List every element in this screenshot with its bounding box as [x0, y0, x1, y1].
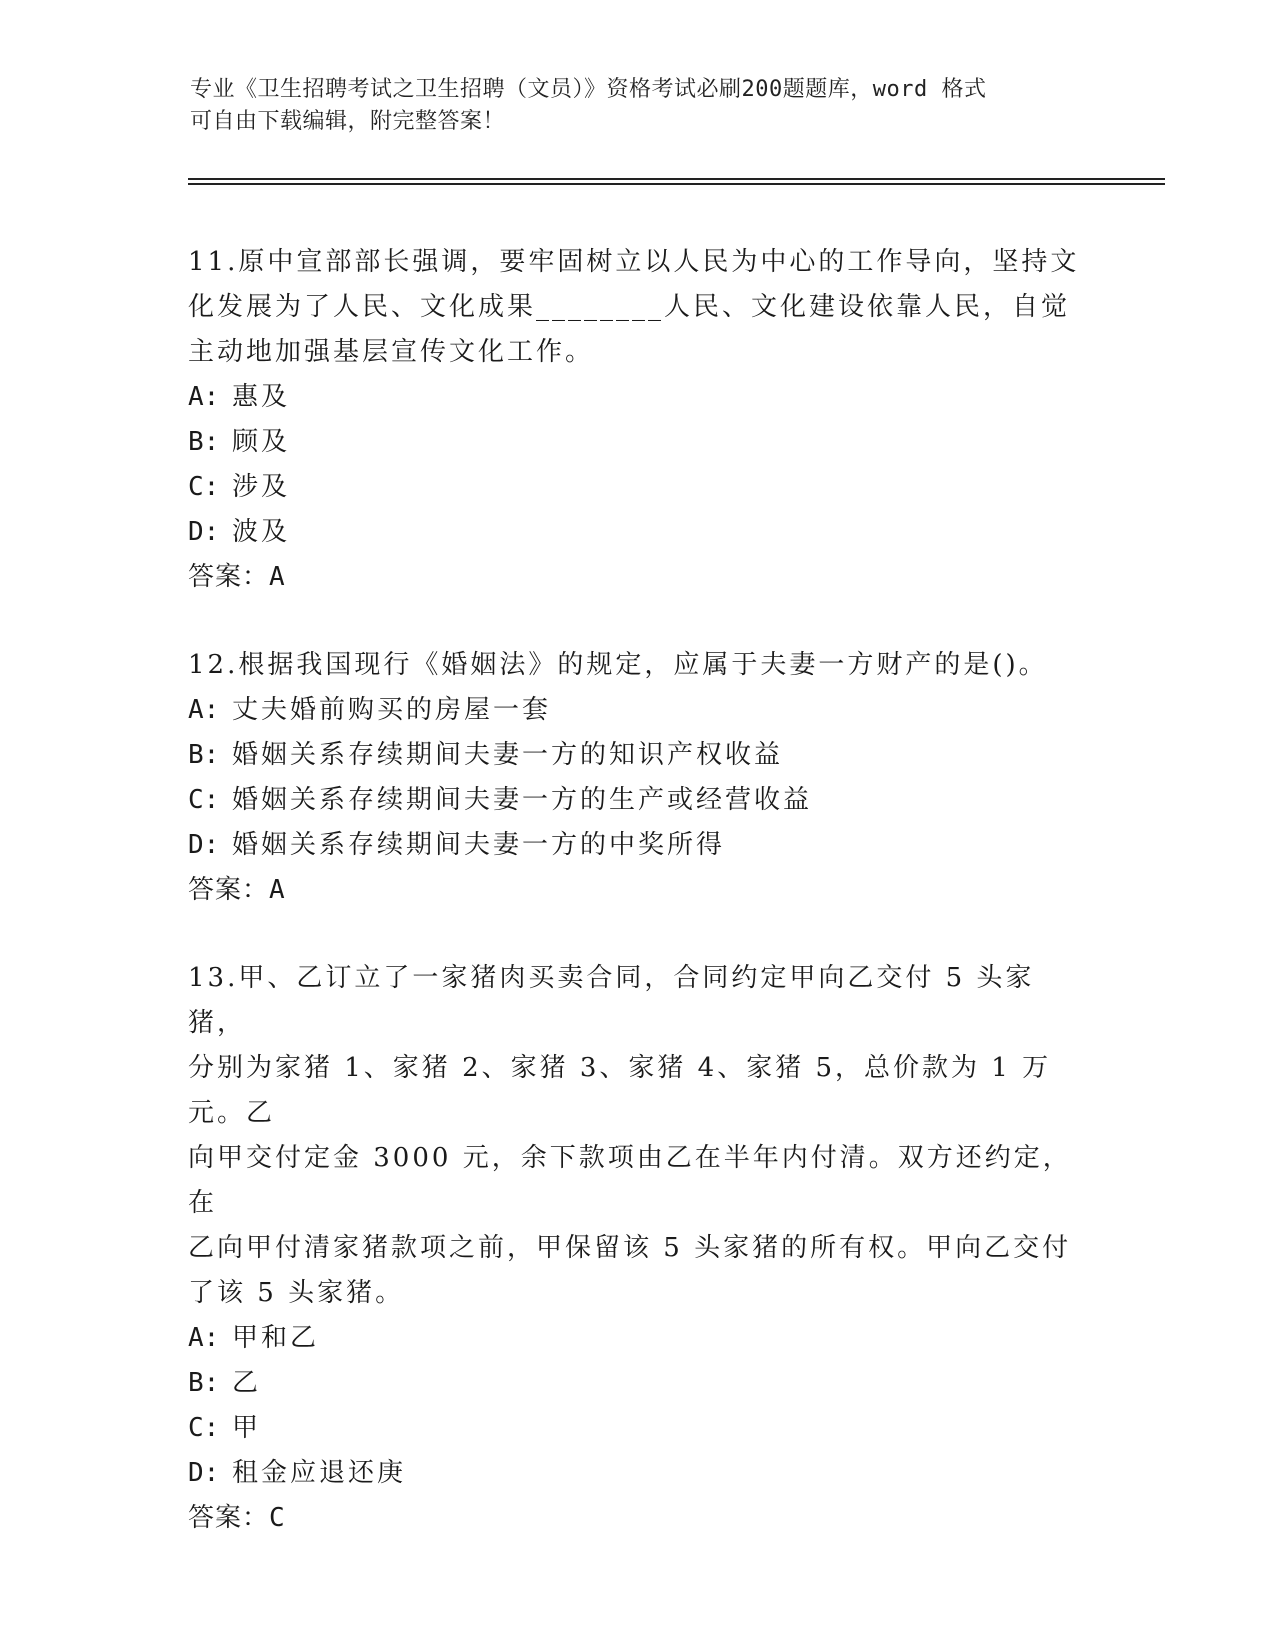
option-text: 波及	[232, 517, 291, 547]
option-d	[188, 1451, 1088, 1496]
option-b	[188, 420, 1088, 465]
stem-line: 12.根据我国现行《婚姻法》的规定，应属于夫妻一方财产的是()。	[188, 650, 1048, 680]
option-d	[188, 510, 1088, 555]
option-a	[188, 375, 1088, 420]
answer-value: A	[269, 875, 286, 905]
answer-line	[188, 1496, 1088, 1541]
stem-line: 向甲交付定金 3000 元，余下款项由乙在半年内付清。双方还约定，在	[188, 1143, 1072, 1218]
answer-line	[188, 555, 1088, 600]
question-stem	[188, 240, 1088, 375]
document-header	[190, 74, 1080, 138]
option-c	[188, 778, 1088, 823]
option-letter: D:	[188, 830, 220, 860]
option-text: 甲	[232, 1413, 262, 1443]
option-letter: D:	[188, 517, 220, 547]
option-letter: A:	[188, 695, 220, 725]
stem-line: 11.原中宣部部长强调，要牢固树立以人民为中心的工作导向，坚持文	[188, 247, 1080, 277]
option-text: 租金应退还庚	[232, 1458, 407, 1488]
option-a	[188, 1316, 1088, 1361]
option-text: 甲和乙	[232, 1323, 320, 1353]
option-d	[188, 823, 1088, 868]
header-divider-top	[188, 178, 1165, 180]
option-b	[188, 1361, 1088, 1406]
header-divider-bottom	[188, 183, 1165, 185]
option-b	[188, 733, 1088, 778]
option-letter: A:	[188, 382, 220, 412]
answer-value: A	[269, 562, 286, 592]
question-spacer	[188, 600, 1088, 643]
header-line-2: 可自由下载编辑，附完整答案！	[190, 109, 506, 134]
question-stem	[188, 956, 1088, 1316]
option-c	[188, 1406, 1088, 1451]
option-text: 惠及	[232, 382, 291, 412]
stem-line: 13.甲、乙订立了一家猪肉买卖合同，合同约定甲向乙交付 5 头家猪，	[188, 963, 1035, 1038]
question-13	[188, 956, 1088, 1541]
option-a	[188, 688, 1088, 733]
option-letter: B:	[188, 1368, 220, 1398]
question-stem	[188, 643, 1088, 688]
option-letter: B:	[188, 427, 220, 457]
question-12	[188, 643, 1088, 913]
option-text: 顾及	[232, 427, 291, 457]
question-spacer	[188, 913, 1088, 956]
header-line-1: 专业《卫生招聘考试之卫生招聘（文员）》资格考试必刷200题题库，word 格式	[190, 77, 987, 102]
answer-label: 答案：	[188, 562, 270, 592]
option-letter: A:	[188, 1323, 220, 1353]
stem-line: 了该 5 头家猪。	[188, 1278, 405, 1308]
option-c	[188, 465, 1088, 510]
question-11	[188, 240, 1088, 600]
question-list	[188, 240, 1088, 1541]
answer-line	[188, 868, 1088, 913]
stem-line: 化发展为了人民、文化成果________人民、文化建设依靠人民，自觉	[188, 292, 1071, 322]
option-letter: C:	[188, 472, 220, 502]
option-text: 婚姻关系存续期间夫妻一方的知识产权收益	[232, 740, 784, 770]
answer-label: 答案：	[188, 1503, 270, 1533]
option-text: 婚姻关系存续期间夫妻一方的中奖所得	[232, 830, 726, 860]
option-letter: C:	[188, 785, 220, 815]
option-letter: B:	[188, 740, 220, 770]
option-text: 乙	[232, 1368, 262, 1398]
stem-line: 分别为家猪 1、家猪 2、家猪 3、家猪 4、家猪 5，总价款为 1 万元。乙	[188, 1053, 1052, 1128]
option-text: 丈夫婚前购买的房屋一套	[232, 695, 552, 725]
answer-value: C	[269, 1503, 286, 1533]
answer-label: 答案：	[188, 875, 270, 905]
stem-line: 乙向甲付清家猪款项之前，甲保留该 5 头家猪的所有权。甲向乙交付	[188, 1233, 1072, 1263]
option-text: 婚姻关系存续期间夫妻一方的生产或经营收益	[232, 785, 813, 815]
option-text: 涉及	[232, 472, 291, 502]
option-letter: C:	[188, 1413, 220, 1443]
option-letter: D:	[188, 1458, 220, 1488]
stem-line: 主动地加强基层宣传文化工作。	[188, 337, 595, 367]
